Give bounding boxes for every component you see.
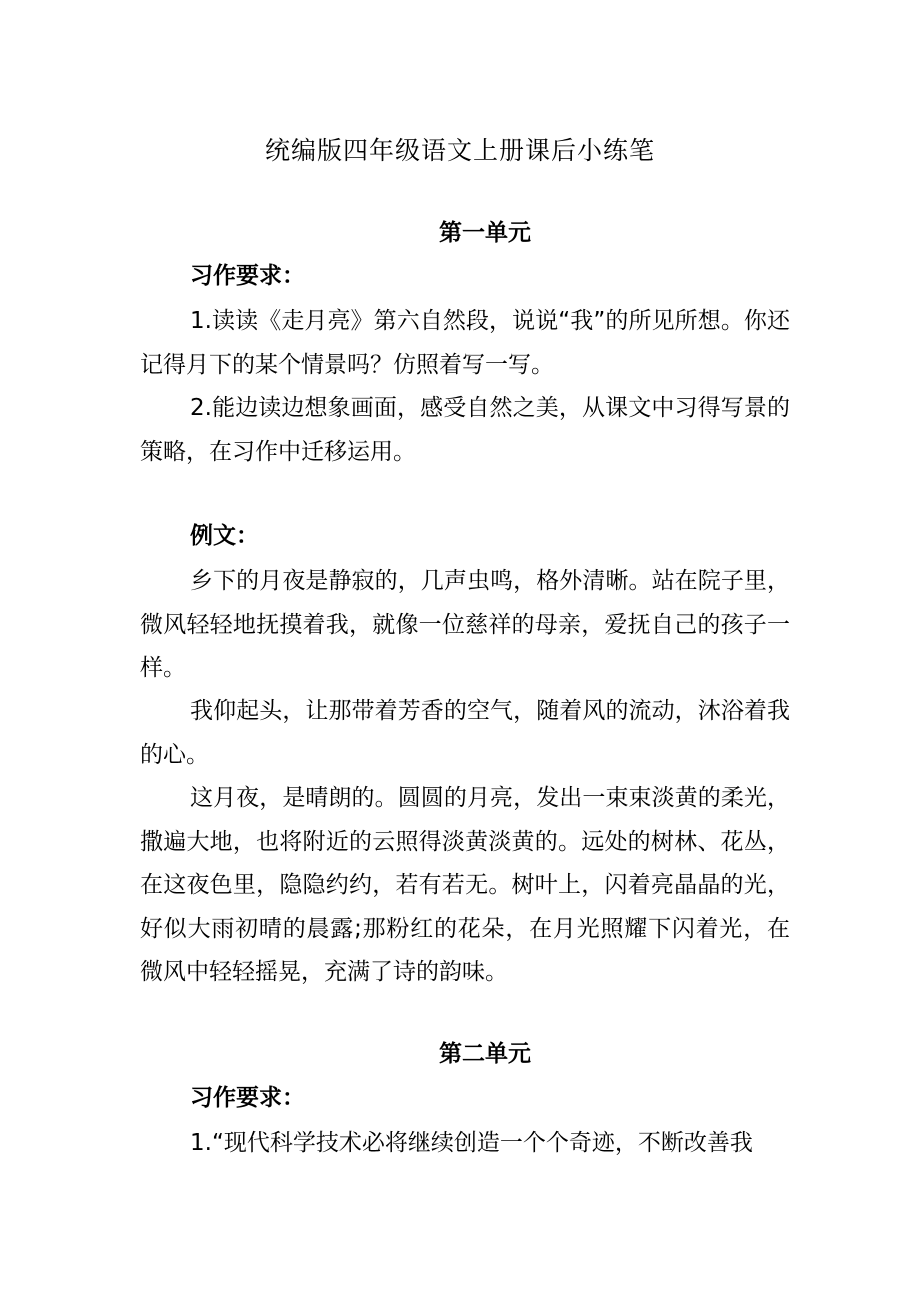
example-paragraph-1: 乡下的月夜是静寂的，几声虫鸣，格外清晰。站在院子里，微风轻轻地抚摸着我，就像一位慈祥的母亲，爱抚自己的孩子一样。 bbox=[140, 568, 790, 681]
unit-1-requirement-1: 1.读读《走月亮》第六自然段，说说“我”的所见所想。你还记得月下的某个情景吗？仿照着写一写。 bbox=[140, 308, 790, 378]
unit-1-heading: 第一单元 bbox=[439, 220, 531, 246]
example-paragraph-2: 我仰起头，让那带着芳香的空气，随着风的流动，沐浴着我的心。 bbox=[140, 698, 790, 768]
unit-1-example-label: 例文： bbox=[190, 523, 259, 549]
unit-1-requirements-label: 习作要求： bbox=[190, 263, 305, 289]
example-paragraph-3: 这月夜，是晴朗的。圆圆的月亮，发出一束束淡黄的柔光，撒遍大地，也将附近的云照得淡黄淡黄的。远处的树林、花丛，在这夜色里，隐隐约约，若有若无。树叶上，闪着亮晶晶的光，好似大雨初晴的晨露;那粉红的花朵，在月光照耀下闪着光，在微风中轻轻摇晃，充满了诗的韵味。 bbox=[140, 785, 790, 985]
unit-2-heading: 第二单元 bbox=[439, 1041, 531, 1067]
unit-2-requirement-1: 1.“现代科学技术必将继续创造一个个奇迹，不断改善我 bbox=[190, 1130, 753, 1156]
unit-1-requirement-2: 2.能边读边想象画面，感受自然之美，从课文中习得写景的策略，在习作中迁移运用。 bbox=[140, 395, 790, 465]
unit-2-requirements-label: 习作要求： bbox=[190, 1085, 305, 1111]
document-title: 统编版四年级语文上册课后小练笔 bbox=[264, 136, 655, 165]
